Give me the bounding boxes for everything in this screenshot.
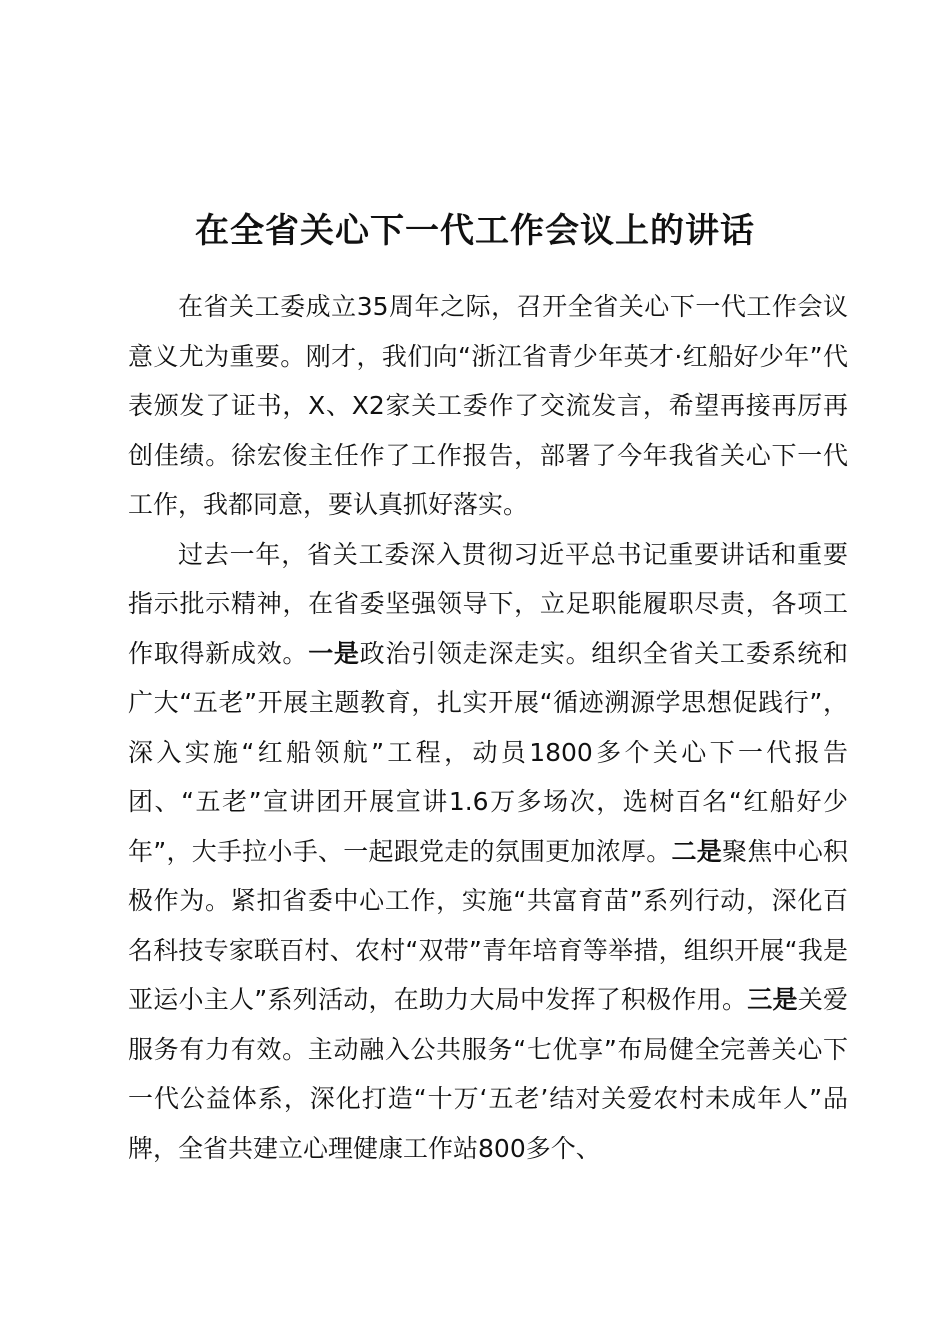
text-run: 政治引领走深走实。组织全省关工委系统和广大“五老”开展主题教育，扎实开展“循迹溯源学思想促践行”，深入实施“红船领航”工程，动员1800多个关心下一代报告团、“五老”宣讲团开展宣讲1.6万多场次，选树百名“红船好少年”，大手拉小手、一起跟党走的氛围更加浓厚。 xyxy=(128,638,848,866)
paragraph-opening xyxy=(128,282,848,530)
keyword-first: 一是 xyxy=(308,638,360,668)
text-run: 关爱服务有力有效。主动融入公共服务“七优享”布局健全完善关心下一代公益体系，深化打造“十万‘五老’结对关爱农村未成年人”品牌，全省共建立心理健康工作站800多个、 xyxy=(128,985,848,1163)
text-run: 过去一年，省关工委深入贯彻习近平总书记重要讲话和重要指示批示精神，在省委坚强领导下，立足职能履职尽责，各项工作取得新成效。 xyxy=(128,539,848,668)
paragraph-achievements xyxy=(128,530,848,1174)
text-run: 聚焦中心积极作为。紧扣省委中心工作，实施“共富育苗”系列行动，深化百名科技专家联百村、农村“双带”青年培育等举措，组织开展“我是亚运小主人”系列活动，在助力大局中发挥了积极作用。 xyxy=(128,836,848,1014)
keyword-second: 二是 xyxy=(671,836,722,866)
text-run: 在省关工委成立35周年之际，召开全省关心下一代工作会议意义尤为重要。刚才，我们向“浙江省青少年英才·红船好少年”代表颁发了证书，X、X2家关工委作了交流发言，希望再接再厉再创佳绩。徐宏俊主任作了工作报告，部署了今年我省关心下一代工作，我都同意，要认真抓好落实。 xyxy=(128,292,848,519)
document-body xyxy=(128,282,848,1173)
keyword-third: 三是 xyxy=(747,985,798,1014)
page-title: 在全省关心下一代工作会议上的讲话 xyxy=(195,211,755,251)
